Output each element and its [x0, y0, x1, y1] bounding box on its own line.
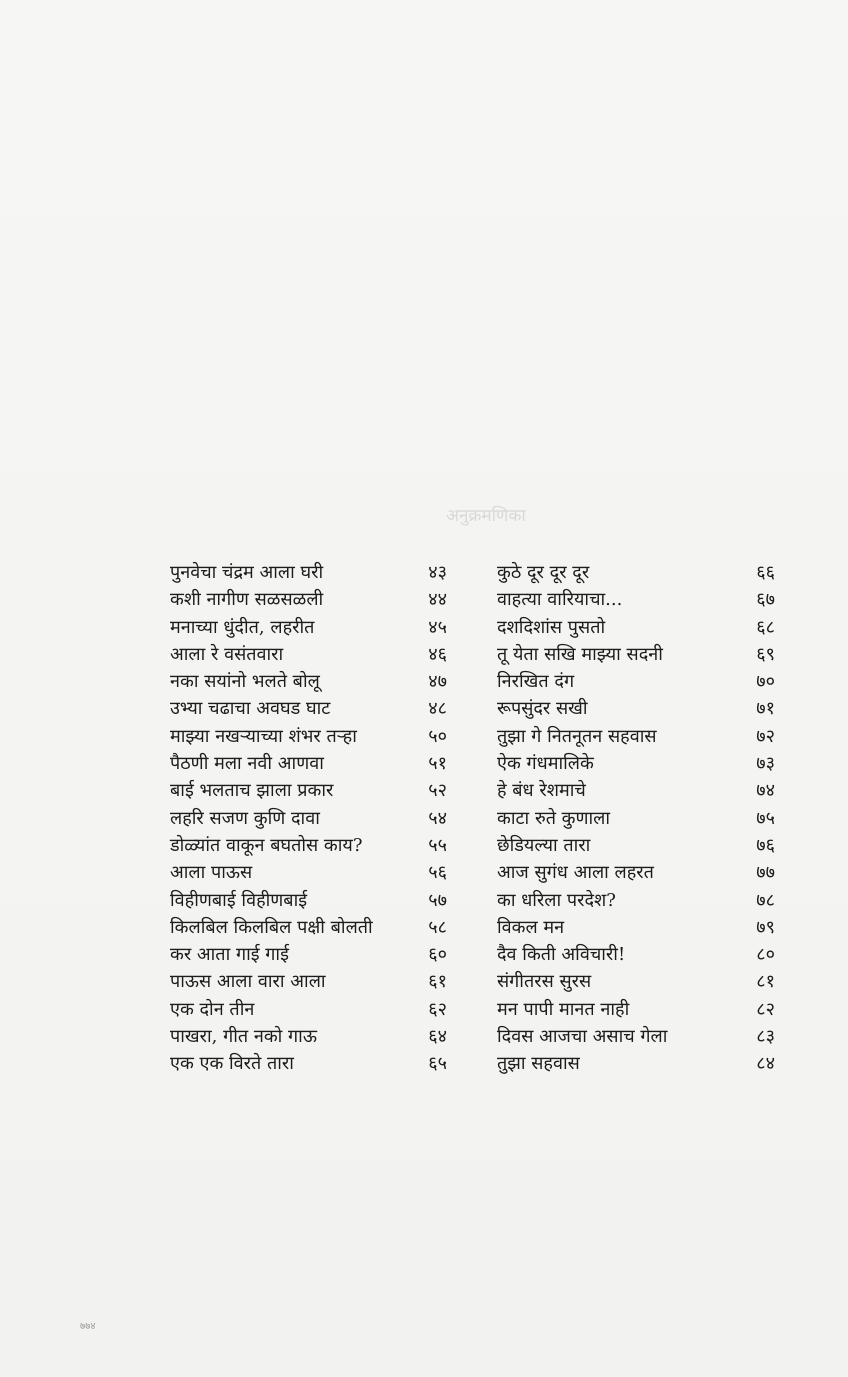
toc-entry-title: आला रे वसंतवारा	[170, 643, 284, 665]
toc-entry-title: संगीतरस सुरस	[497, 971, 592, 993]
toc-entry-page-number: ८२	[756, 998, 775, 1020]
toc-entry-title: उभ्या चढाचा अवघड घाट	[170, 698, 331, 720]
toc-entry	[170, 888, 447, 915]
toc-entry	[497, 969, 775, 996]
toc-entry	[170, 560, 447, 587]
toc-entry	[497, 696, 775, 723]
toc-entry-title: निरखित दंग	[497, 671, 575, 693]
toc-entry	[497, 751, 775, 778]
toc-entry-title: दैव किती अविचारी!	[497, 944, 626, 966]
toc-entry-page-number: ७४	[756, 780, 775, 802]
toc-entry-page-number: ५२	[428, 780, 447, 802]
bleed-through-heading: अनुक्रमणिका	[446, 506, 526, 526]
toc-entry-title: कशी नागीण सळसळली	[170, 589, 324, 611]
toc-entry	[170, 1051, 447, 1078]
toc-entry-title: हे बंध रेशमाचे	[497, 780, 586, 802]
toc-entry-title: पुनवेचा चंद्रम आला घरी	[170, 562, 324, 583]
toc-entry-page-number: ७९	[756, 916, 775, 938]
toc-entry-page-number: ८४	[756, 1053, 775, 1075]
toc-entry-page-number: ५८	[428, 916, 447, 938]
toc-entry	[170, 1024, 447, 1051]
toc-entry-page-number: ६६	[756, 562, 775, 583]
toc-entry-title: आला पाऊस	[170, 862, 253, 884]
toc-entry	[497, 669, 775, 696]
toc-entry	[497, 860, 775, 887]
toc-entry-page-number: ७३	[756, 753, 775, 775]
toc-entry-page-number: ६५	[428, 1053, 447, 1075]
toc-entry-page-number: ७०	[756, 671, 775, 693]
toc-entry-page-number: ४३	[428, 562, 447, 583]
toc-entry-title: तू येता सखि माझ्या सदनी	[497, 643, 663, 665]
toc-entry-title: डोळ्यांत वाकून बघतोस काय?	[170, 834, 363, 856]
toc-entry-page-number: ८१	[756, 971, 775, 993]
toc-right-column	[497, 560, 775, 1079]
toc-entry	[497, 833, 775, 860]
toc-entry-title: पाऊस आला वारा आला	[170, 971, 326, 993]
toc-entry-page-number: ६४	[428, 1026, 447, 1048]
toc-entry-title: मनाच्या धुंदीत, लहरीत	[170, 616, 315, 638]
toc-entry	[170, 669, 447, 696]
toc-entry	[497, 942, 775, 969]
toc-entry-title: मन पापी मानत नाही	[497, 998, 630, 1020]
toc-entry-title: छेडियल्या तारा	[497, 834, 591, 856]
toc-entry	[497, 724, 775, 751]
toc-entry-title: विकल मन	[497, 916, 565, 938]
toc-entry-title: आज सुगंध आला लहरत	[497, 862, 654, 884]
toc-entry	[170, 615, 447, 642]
toc-entry-title: कुठे दूर दूर दूर	[497, 562, 590, 583]
toc-entry-page-number: ६१	[428, 971, 447, 993]
toc-entry	[170, 587, 447, 614]
toc-entry-title: नका सयांनो भलते बोलू	[170, 671, 320, 693]
toc-entry-title: रूपसुंदर सखी	[497, 698, 588, 720]
toc-entry-title: दिवस आजचा असाच गेला	[497, 1026, 668, 1048]
toc-entry-title: एक एक विरते तारा	[170, 1053, 294, 1075]
toc-entry-title: दशदिशांस पुसतो	[497, 616, 606, 638]
toc-entry-page-number: ४६	[428, 643, 447, 665]
toc-entry-page-number: ७७	[756, 862, 775, 884]
toc-entry-title: का धरिला परदेश?	[497, 889, 616, 911]
toc-entry-page-number: ५६	[428, 862, 447, 884]
toc-entry	[497, 615, 775, 642]
toc-entry	[497, 915, 775, 942]
toc-entry-title: तुझा सहवास	[497, 1053, 580, 1075]
toc-entry-title: ऐक गंधमालिके	[497, 753, 594, 775]
toc-entry-page-number: ६८	[756, 616, 775, 638]
toc-entry	[497, 778, 775, 805]
toc-entry	[170, 915, 447, 942]
toc-entry	[497, 587, 775, 614]
toc-entry	[497, 1051, 775, 1078]
toc-entry-title: काटा रुते कुणाला	[497, 807, 611, 829]
toc-entry-page-number: ४५	[428, 616, 447, 638]
toc-entry-title: एक दोन तीन	[170, 998, 255, 1020]
toc-entry	[170, 724, 447, 751]
toc-entry-page-number: ८०	[756, 944, 775, 966]
toc-entry-title: किलबिल किलबिल पक्षी बोलती	[170, 916, 373, 938]
toc-entry-title: माझ्या नखऱ्याच्या शंभर तऱ्हा	[170, 725, 357, 747]
page-corner-mark: ७७४	[80, 1321, 96, 1332]
toc-entry-page-number: ७१	[756, 698, 775, 720]
toc-entry	[170, 778, 447, 805]
toc-entry-page-number: ५०	[428, 725, 447, 747]
toc-entry	[170, 833, 447, 860]
toc-entry-page-number: ७६	[756, 834, 775, 856]
toc-entry	[170, 751, 447, 778]
toc-entry-page-number: ६९	[756, 643, 775, 665]
toc-entry-title: तुझा गे नितनूतन सहवास	[497, 725, 657, 747]
toc-entry	[497, 997, 775, 1024]
toc-entry	[497, 1024, 775, 1051]
toc-entry-page-number: ६०	[428, 944, 447, 966]
toc-entry-page-number: ४८	[428, 698, 447, 720]
toc-entry-page-number: ४७	[428, 671, 447, 693]
toc-entry-title: वाहत्या वारियाचा...	[497, 589, 623, 611]
toc-entry-page-number: ६७	[756, 589, 775, 611]
toc-entry-title: लहरि सजण कुणि दावा	[170, 807, 320, 829]
toc-entry-page-number: ५४	[428, 807, 447, 829]
toc-entry-title: विहीणबाई विहीणबाई	[170, 889, 308, 911]
toc-entry	[497, 560, 775, 587]
toc-entry-title: पैठणी मला नवी आणवा	[170, 753, 324, 775]
toc-entry-page-number: ७२	[756, 725, 775, 747]
toc-entry-page-number: ८३	[756, 1026, 775, 1048]
toc-entry-page-number: ७५	[756, 807, 775, 829]
toc-entry	[170, 806, 447, 833]
toc-entry	[170, 942, 447, 969]
toc-entry	[497, 642, 775, 669]
toc-left-column	[170, 560, 447, 1079]
toc-entry-title: पाखरा, गीत नको गाऊ	[170, 1026, 317, 1048]
toc-entry	[170, 696, 447, 723]
toc-entry	[170, 642, 447, 669]
toc-entry	[497, 806, 775, 833]
toc-entry-page-number: ५१	[428, 753, 447, 775]
toc-entry-page-number: ७८	[756, 889, 775, 911]
toc-entry	[170, 860, 447, 887]
toc-entry	[497, 888, 775, 915]
toc-entry-page-number: ६२	[428, 998, 447, 1020]
toc-entry-title: कर आता गाई गाई	[170, 944, 289, 966]
toc-entry-page-number: ४४	[428, 589, 447, 611]
toc-entry-title: बाई भलताच झाला प्रकार	[170, 780, 334, 802]
toc-entry	[170, 969, 447, 996]
toc-entry-page-number: ५७	[428, 889, 447, 911]
toc-entry	[170, 997, 447, 1024]
toc-entry-page-number: ५५	[428, 834, 447, 856]
